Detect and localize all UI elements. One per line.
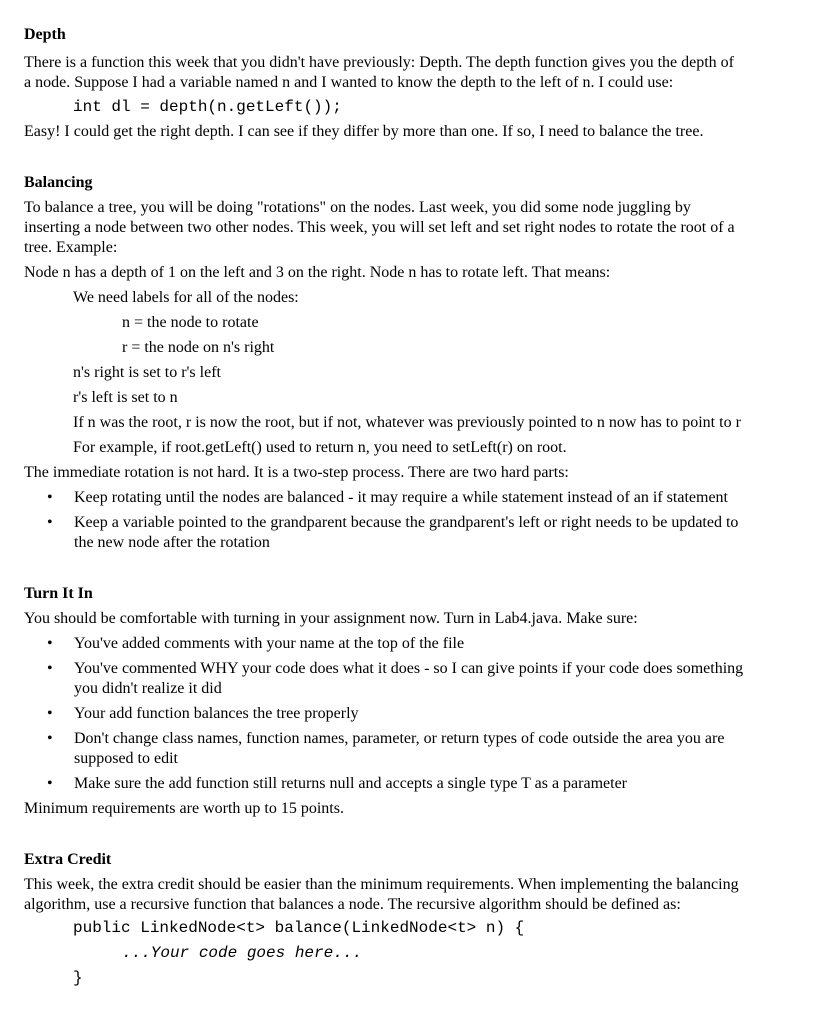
- label-n: n = the node to rotate: [122, 314, 259, 331]
- label-r: r = the node on n's right: [122, 339, 275, 356]
- extra-credit-paragraph-line1: This week, the extra credit should be easier than the minimum requirements. When implementing the balancing: [24, 876, 739, 893]
- bullet-icon: •: [47, 730, 53, 747]
- turnin-checklist: [24, 634, 784, 794]
- list-item: [24, 729, 784, 769]
- bullet-icon: •: [47, 635, 53, 652]
- list-item: [24, 704, 784, 724]
- turnin-heading: Turn It In: [24, 585, 93, 602]
- list-item-text: Keep rotating until the nodes are balanced - it may require a while statement instead of an if statement: [74, 489, 728, 506]
- list-item: [24, 774, 784, 794]
- list-item-text: Keep a variable pointed to the grandparent because the grandparent's left or right needs to be updated to: [74, 514, 739, 531]
- balancing-heading: Balancing: [24, 174, 93, 191]
- rotation-step-4: For example, if root.getLeft() used to return n, you need to setLeft(r) on root.: [73, 439, 567, 456]
- balancing-paragraph-line1: To balance a tree, you will be doing "rotations" on the nodes. Last week, you did some node juggling by: [24, 199, 691, 216]
- depth-code: int dl = depth(n.getLeft());: [73, 98, 342, 116]
- turnin-points: Minimum requirements are worth up to 15 points.: [24, 800, 344, 817]
- balancing-summary: The immediate rotation is not hard. It is a two-step process. There are two hard parts:: [24, 464, 569, 481]
- list-item-text: Make sure the add function still returns null and accepts a single type T as a parameter: [74, 775, 628, 792]
- list-item-text-cont: you didn't realize it did: [74, 680, 222, 697]
- list-item-text-cont: the new node after the rotation: [74, 534, 270, 551]
- rotation-step-1: n's right is set to r's left: [73, 364, 221, 381]
- rotation-step-3: If n was the root, r is now the root, but if not, whatever was previously pointed to n now has to point to r: [73, 414, 741, 431]
- list-item: [24, 513, 784, 553]
- extra-credit-heading: Extra Credit: [24, 851, 112, 868]
- depth-paragraph-line2: a node. Suppose I had a variable named n and I wanted to know the depth to the left of n. I could use:: [24, 74, 674, 91]
- bullet-icon: •: [47, 514, 53, 531]
- document: [24, 25, 784, 989]
- list-item-text: Don't change class names, function names, parameter, or return types of code outside the area you are: [74, 730, 725, 747]
- balancing-hard-parts-list: [24, 488, 784, 553]
- list-item-text: You've added comments with your name at the top of the file: [74, 635, 465, 652]
- extra-credit-code-body: ...Your code goes here...: [122, 944, 363, 962]
- turnin-paragraph: You should be comfortable with turning in your assignment now. Turn in Lab4.java. Make sure:: [24, 610, 638, 627]
- depth-paragraph-2: Easy! I could get the right depth. I can see if they differ by more than one. If so, I need to balance the tree.: [24, 123, 704, 140]
- balancing-paragraph-line3: tree. Example:: [24, 239, 118, 256]
- rotation-step-2: r's left is set to n: [73, 389, 178, 406]
- list-item-text: You've commented WHY your code does what it does - so I can give points if your code does something: [74, 660, 744, 677]
- balancing-paragraph-line2: inserting a node between two other nodes. This week, you will set left and set right nodes to rotate the root of a: [24, 219, 735, 236]
- list-item: [24, 634, 784, 654]
- labels-intro: We need labels for all of the nodes:: [73, 289, 299, 306]
- bullet-icon: •: [47, 705, 53, 722]
- bullet-icon: •: [47, 489, 53, 506]
- bullet-icon: •: [47, 660, 53, 677]
- list-item-text-cont: supposed to edit: [74, 750, 178, 767]
- extra-credit-code-signature: public LinkedNode<t> balance(LinkedNode<t> n) {: [73, 919, 525, 937]
- extra-credit-paragraph-line2: algorithm, use a recursive function that balances a node. The recursive algorithm should be defined as:: [24, 896, 681, 913]
- depth-paragraph-line1: There is a function this week that you didn't have previously: Depth. The depth function gives you the depth of: [24, 54, 734, 71]
- list-item-text: Your add function balances the tree properly: [74, 705, 359, 722]
- extra-credit-code-close: }: [73, 969, 83, 987]
- bullet-icon: •: [47, 775, 53, 792]
- list-item: [24, 659, 784, 699]
- list-item: [24, 488, 784, 508]
- depth-heading: Depth: [24, 26, 66, 43]
- balancing-example: Node n has a depth of 1 on the left and 3 on the right. Node n has to rotate left. That means:: [24, 264, 611, 281]
